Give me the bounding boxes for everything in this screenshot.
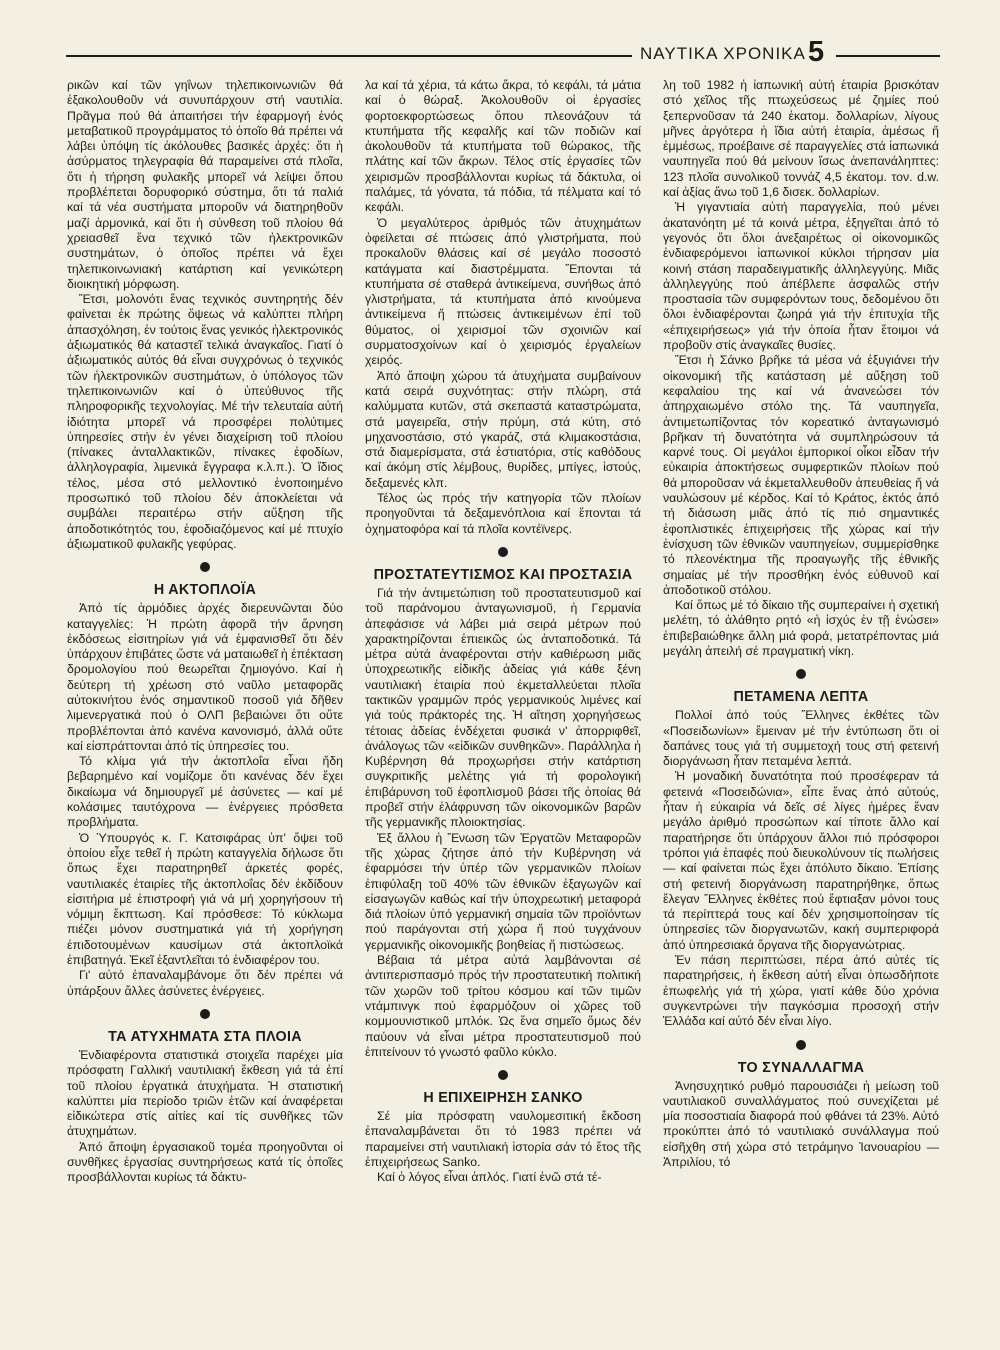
heading-sanko: Η ΕΠΙΧΕΙΡΗΣΗ ΣΑΝΚΟ <box>423 1090 583 1107</box>
page-header <box>0 36 1000 72</box>
paragraph: Ὁ Ὑπουργός κ. Γ. Κατσιφάρας ὑπ' ὄψει τοῦ ὁποίου εἶχε τεθεῖ ἡ πρώτη καταγγελία δήλωσε ὅτι ὅπως ἔχει παρατηρηθεῖ ἀρκετές φορές, ναυτιλιακές ἑταιρίες τῆς ἀκτοπλοΐας δέν ἐκδίδουν εἰσιτήρια μέ ἐπιστροφή γιά νά μή χορηγήσουν τή νόμιμη ἔκπτωση. Καί πρόσθεσε: Τό κύκλωμα πιέζει μόνον συστηματικά γιά τή χορήγηση ἐπιδοτουμένων καυσίμων στά ἀκτοπλοϊκά ἐπιβατηγά. Ἐκεῖ ἐξαντλεῖται τό ἐνδιαφέρον του. <box>67 830 343 968</box>
paragraph: Ἔτσι, μολονότι ἕνας τεχνικός συντηρητής δέν φαίνεται ἐκ πρώτης ὄψεως νά καλύπτει πλήρη ἀπασχόληση, ἐν τούτοις ἕνας γενικός ἠλεκτρονικός ἀξιωματικός θά καταστεῖ τελικά ἀναγκαῖος. Γιατί ὁ ἀξιωματικός αὐτός θά εἶναι συγχρόνως ὁ τεχνικός τῶν ἠλεκτρονικῶν συστημάτων, ὁ ὑπόλογος τῶν τηλεπικοινωνιῶν καί ὁ ὑπεύθυνος τῆς πληροφορικῆς τεχνολογίας. Μέ τήν τελευταία αὐτή ἰδιότητα μπορεῖ νά προσφέρει πολύτιμες ὑπηρεσίες στήν ἐν γένει διαχείριση τοῦ πλοίου (πίνακες ἀνταλλακτικῶν, πίνακες ἐφοδίων, ἀλληλογραφία, λιμενικά ἔγγραφα κ.λ.π.). Ὁ ἴδιος τέλος, μέσα στό μελλοντικό ἑνοποιημένο προσωπικό τοῦ πλοίου δέν ἀποκλείεται νά συμβάλει περαιτέρω στήν αὔξηση τῆς ἀποδοτικότητός του, ἐφοδιαζόμενος καί μέ πτυχίο ἀξιωματικοῦ φυλακῆς γεφύρας. <box>67 292 343 551</box>
paragraph: λη τοῦ 1982 ἡ ἰαπωνική αὐτή ἑταιρία βρισκόταν στό χεῖλος τῆς πτωχεύσεως μέ ζημίες πού ξεπερνοῦσαν τά 240 ἑκατομ. δολλαρίων, λίγους μῆνες ἀργότερα ἡ ἴδια αὐτή ἑταιρία, ἀμέσως ἤ ἐμμέσως, προέβαινε σέ παραγγελίες στά ἰαπωνικά ναυπηγεῖα πού θά μείνουν ἴσως ἀνεπανάληπτες: 123 πλοῖα συνολικοῦ τοννάζ 4,5 ἑκατομ. τον. d.w. καί ἀξίας ἄνω τοῦ 1,6 δισεκ. δολλαρίων. <box>663 78 939 200</box>
section-bullet <box>796 1040 806 1050</box>
paragraph: Ἡ μοναδική δυνατότητα πού προσέφεραν τά φετεινά «Ποσειδώνια», εἶπε ἕνας ἀπό αὐτούς, ἦταν ἡ εὐκαιρία νά δεῖς σέ λίγες ἡμέρες ἕναν μεγάλο ἀριθμό προσώπων καί τίποτε ἄλλο καί παρατήρησε ὅτι ὑπάρχουν ἄλλοι πιό πρόσφοροι τρόποι γιά ἐπαφές πού διευκολύνουν τίς πωλήσεις — καί φαίνεται πώς ἔχει ἀπόλυτο δίκαιο. Ἐπίσης στή φετεινή διοργάνωση παρατηρήθηκε, ὅπως ἔλεγαν Ἕλληνες ἐκθέτες πού ἔφτιαξαν μόνοι τους τά περίπτερά τους καί δέν χρησιμοποίησαν τίς ὑπηρεσίες τῶν διοργανωτῶν, κακή συμπεριφορά ἀπό ὑπηρεσιακά ὄργανα τῆς διοργανώτριας. <box>663 769 939 952</box>
heading-atyximata: ΤΑ ΑΤΥΧΗΜΑΤΑ ΣΤΑ ΠΛΟΙΑ <box>108 1028 302 1045</box>
paragraph: Τό κλίμα γιά τήν ἀκτοπλοΐα εἶναι ἤδη βεβαρημένο καί νομίζομε ὅτι κανένας δέν ἔχει δικαίωμα νά δημιουργεῖ μέ ἀσύνετες — καί μέ κολάσιμες ταυτόχρονα — ἐνέργειες πρόσθετα προβλήματα. <box>67 754 343 830</box>
paragraph: Τέλος ὡς πρός τήν κατηγορία τῶν πλοίων προηγοῦνται τά δεξαμενόπλοια καί ἕπονται τά ὀχηματοφόρα καί τά πλοῖα κοντέϊνερς. <box>365 491 641 536</box>
header-rule-right <box>836 55 940 57</box>
section-bullet <box>796 669 806 679</box>
paragraph: Ἀνησυχητικό ρυθμό παρουσιάζει ἡ μείωση τοῦ ναυτιλιακοῦ συναλλάγματος πού συνεχίζεται μέ μία ποσοστιαία διαφορά πού φθάνει τά 23%. Αὐτό προκύπτει ἀπό τό ναυτιλιακό συνάλλαγμα πού εἰσῆχθη στή χώρα στό τετράμηνο Ἰανουαρίου — Ἀπριλίου, τό <box>663 1078 939 1169</box>
paragraph: Ἐνδιαφέροντα στατιστικά στοιχεῖα παρέχει μία πρόσφατη Γαλλική ναυτιλιακή ἔκθεση γιά τά ἐπί τοῦ πλοίου ἐργατικά ἀτυχήματα. Ἡ στατιστική καλύπτει μία περίοδο τριῶν ἐτῶν καί ἀναφέρεται εἰδικώτερα στίς αἰτίες καί τίς συνθῆκες τῶν ἀτυχημάτων. <box>67 1047 343 1139</box>
section-bullet <box>200 1009 210 1019</box>
paragraph: Καί ὁ λόγος εἶναι ἁπλός. Γιατί ἐνῶ στά τέ- <box>377 1170 602 1185</box>
paragraph: Ἀπό τίς ἁρμόδιες ἀρχές διερευνῶνται δύο καταγγελίες: Ἡ πρώτη ἀφορᾶ τήν ἄρνηση ἐκδόσεως εἰσιτηρίων γιά νά ἐμφανισθεῖ ὅτι δέν ὑπάρχουν ἐπιβάτες ὥστε νά ματαιωθεῖ ἡ ἐπέκταση δρομολογίου πού θεωρεῖται ζημιογόνο. Καί ἡ δεύτερη τή χρέωση στό ναῦλο μεταφορᾶς αὐτοκινήτου ἑνός σημαντικοῦ ποσοῦ γιά δῆθεν λιμενεργατικά πού ὁ ΟΛΠ βεβαιώνει ὅτι οὔτε προβλέπονται ἀπό κανένα κανονισμό, ἀλλά οὔτε καί εἰσπράττονται ἀπό τίς ὑπηρεσίες του. <box>67 601 343 753</box>
paragraph: Σέ μία πρόσφατη ναυλομεσιτική ἔκδοση ἐπαναλαμβάνεται ὅτι τό 1983 πρέπει νά παραμείνει στή ναυτιλιακή ἱστορία σάν τό ἔτος τῆς ἐπιχειρήσεως Sanko. <box>365 1109 641 1169</box>
heading-aktoploia: Η ΑΚΤΟΠΛΟΪΑ <box>153 582 257 599</box>
paragraph: Ἐξ ἄλλου ἡ Ἕνωση τῶν Ἐργατῶν Μεταφορῶν τῆς χώρας ζήτησε ἀπό τήν Κυβέρνηση νά ἐφαρμόσει τήν ὑπέρ τῶν γερμανικῶν πλοίων ἐπιφύλαξη τοῦ 40% τῶν ἐθνικῶν ἐξαγωγῶν καί εἰσαγωγῶν καθώς καί τήν ὑποχρεωτική μεταφορά διά πλοίων ὑπό γερμανική σημαία τῶν προϊόντων πού παράγονται στή χώρα ἤ πού τυγχάνουν γερμανικῆς οἰκονομικῆς βοηθείας ἤ πιστώσεως. <box>365 830 641 952</box>
paragraph: Ἀπό ἄποψη χώρου τά ἀτυχήματα συμβαίνουν κατά σειρά συχνότητας: στήν πλώρη, στά καλύμματα κυτῶν, στά σκεπαστά καταστρώματα, στά μαγειρεῖα, στήν πρύμη, στά κύτη, στό μηχανοστάσιο, στό γκαράζ, στά κλιμακοστάσια, στά διαμερίσματα, στά ἑστιατόρια, στίς καθόδους καί ἀκόμη στίς λέμβους, θυρίδες, μπίγες, ἱστούς, δεξαμενές κλπ. <box>365 368 641 490</box>
paragraph: Πολλοί ἀπό τούς Ἕλληνες ἐκθέτες τῶν «Ποσειδωνίων» ἔμειναν μέ τήν ἐντύπωση ὅτι οἱ δαπάνες τους γιά τή συμμετοχή τους στή φετεινή διοργάνωση ἦταν πεταμένα λεπτά. <box>663 708 939 769</box>
paragraph: Ὁ μεγαλύτερος ἀριθμός τῶν ἀτυχημάτων ὀφείλεται σέ πτώσεις ἀπό γλιστρήματα, πού προκαλοῦν θλάσεις καί σέ μεγάλο ποσοστό κατάγματα καί διαστρέμματα. Ἕπονται τά κτυπήματα σέ σταθερά ἀντικείμενα, συνήθως ἀπό γλιστρήματα, τά κτυπήματα ἀπό κινούμενα ἀντικείμενα ἤ πτώσεις ἀντικειμένων ἐπί τοῦ θύματος, οἱ χειρισμοί τῶν σχοινιῶν καί συρματοσχοίνων καί ὁ χειρισμός ἐργαλείων χειρός. <box>365 215 641 368</box>
paragraph: Ἔτσι ἡ Σάνκο βρῆκε τά μέσα νά ἐξυγιάνει τήν οἰκονομική τῆς κατάσταση μέ αὔξηση τοῦ κεφαλαίου της καί νά ἀνανεώσει τόν ἀπηρχαιωμένο στόλο της. Τά ναυπηγεῖα, ἀντιμετωπίζοντας τόν κορεατικό ἀνταγωνισμό βρῆκαν τή δυνατότητα νά συμπληρώσουν τά καρνέ τους. Οἱ μεγάλοι ἐμπορικοί οἶκοι εἶδαν τήν εὐκαιρία ἀποκτήσεως συμφερτικῶν πλοίων πού θά μποροῦσαν νά ἐκμεταλλευθοῦν ἀπευθείας ἤ νά ναυλώσουν μέ κέρδος. Καί τό Κράτος, ἐκτός ἀπό τή διάσωση μιᾶς ἀπό τίς πιό σημαντικές ἐφοπλιστικές ἐπιχειρήσεις τῆς χώρας καί τήν ἐνίσχυση τῶν ἐθνικῶν ναυπηγείων, συμμερίσθηκε τό πλεονέκτημα τῆς προαγωγῆς τῆς ἐθνικῆς σημαίας μέ τήν προσθήκη ἑνός εὐθυνοῦ καί ἀποδοτικοῦ στόλου. <box>663 353 939 597</box>
column-1 <box>67 78 343 1328</box>
column-3 <box>663 78 939 1328</box>
paragraph: Καί ὅπως μέ τό δίκαιο τῆς συμπεραίνει ἡ σχετική μελέτη, τό ἀλάθητο ρητό «ἡ ἰσχύς ἐν τῇ ἑνώσει» ἐπιβεβαιώθηκε ἄλλη μιά φορά, μετατρέποντας μιά μεγάλη ἀπειλή σέ πραγματική νίκη. <box>663 598 939 658</box>
section-bullet <box>200 562 210 572</box>
paragraph: ρικῶν καί τῶν γηΐνων τηλεπικοινωνιῶν θά ἐξακολουθοῦν νά συνυπάρχουν στή ναυτιλία. Πρᾶγμα πού θά ἀπαιτήσει τήν ἐφαρμογή ἑνός μεταβατικοῦ προγράμματος τό ὁποῖο θά πρέπει νά λάβει ὑπόψη τίς ἀκόλουθες βασικές ἀρχές: ὅτι ἡ ἀσύρματος τηλεγραφία θά παραμείνει στά πλοῖα, ὅτι ἡ τήρηση φυλακῆς μπορεῖ νά λείψει ὅπου προβλέπεται δορυφορικό σύστημα, ὅτι τά παλιά καί τά νέα συστήματα μποροῦν νά διατηρηθοῦν μαζί ἁρμονικά, καί ὅτι ἡ σύνθεση τοῦ πλοίου θά χρειασθεῖ ἕνα τεχνικό τῶν ἠλεκτρονικῶν συστημάτων, ὁ ὁποῖος πρέπει νά ἔχει τηλεπικοινωνιακή κατάρτιση καί γενικώτερη διοικητική μόρφωση. <box>67 78 343 291</box>
paragraph: Ἐν πάση περιπτώσει, πέρα ἀπό αὐτές τίς παρατηρήσεις, ἡ ἔκθεση αὐτή εἶναι ὁπωσδήποτε ἐπωφελής γιά τή χώρα, γιατί κάθε δύο χρόνια συγκεντρώνει τήν παγκόσμια προσοχή στήν Ἑλλάδα καί αὐτό δέν εἶναι λίγο. <box>663 953 939 1029</box>
heading-prostateftismos: ΠΡΟΣΤΑΤΕΥΤΙΣΜΟΣ ΚΑΙ ΠΡΟΣΤΑΣΙΑ <box>373 566 633 583</box>
paragraph: Γι' αὐτό ἐπαναλαμβάνομε ὅτι δέν πρέπει νά ὑπάρξουν ἄλλες ἀσύνετες ἐνέργειες. <box>67 968 343 998</box>
section-bullet <box>498 547 508 557</box>
section-bullet <box>498 1070 508 1080</box>
column-2 <box>365 78 641 1328</box>
paragraph: Βέβαια τά μέτρα αὐτά λαμβάνονται σέ ἀντιπερισπασμό πρός τήν προστατευτική πολιτική τῶν χωρῶν τοῦ τρίτου κόσμου καί τῶν τιμῶν ντάμπινγκ πού ἐφαρμόζουν οἱ χῶρες τοῦ κομμουνιστικοῦ μπλόκ. Ὡς ἕνα σημεῖο ὅμως δέν παύουν νά εἶναι μέτρα προστατευτισμοῦ πού ἐπιτείνουν τό γνωστό φαῦλο κύκλο. <box>365 953 641 1059</box>
heading-synallagma: ΤΟ ΣΥΝΑΛΛΑΓΜΑ <box>737 1059 865 1076</box>
header-rule-left <box>66 55 632 57</box>
paragraph: Ἀπό ἄποψη ἐργασιακοῦ τομέα προηγοῦνται οἱ συνθῆκες ἐργασίας συντηρήσεως κατά τίς ὁποῖες προσβάλλονται κυρίως τά δάκτυ- <box>67 1139 343 1185</box>
heading-petamena-lepta: ΠΕΤΑΜΕΝΑ ΛΕΠΤΑ <box>733 689 869 706</box>
publication-title: ΝΑΥΤΙΚΑ ΧΡΟΝΙΚΑ <box>640 44 806 63</box>
paragraph: Γιά τήν ἀντιμετώπιση τοῦ προστατευτισμοῦ καί τοῦ παράνομου ἀνταγωνισμοῦ, ἡ Γερμανία ἀπεφάσισε νά λάβει μιά σειρά μέτρων πού χαρακτηρίζονται ἐπιεικῶς ὡς ἀνταποδοτικά. Τά μέτρα αὐτά ἀναφέρονται στήν καθιέρωση μιᾶς ὑποχρεωτικῆς εἰδικῆς ἀδείας γιά κάθε ξένη ναυτιλιακή ἑταιρία πού ἐκμεταλλεύεται πλοῖα τακτικῶν γραμμῶν πρός γερμανικούς λιμένες καί γιά τούς πράκτορές της. Ἡ αἴτηση χορηγήσεως τέτοιας ἀδείας ἐνδέχεται φυσικά ν' ἀπορριφθεῖ, ἀνάλογως τῶν «εἰδικῶν συνθηκῶν». Παράλληλα ἡ Κυβέρνηση θά προχωρήσει στήν κατάρτιση συγκριτικῆς μελέτης γιά τή φορολογική ἐπιβάρυνση τοῦ ἐφοπλισμοῦ βάσει τῆς ὁποίας θά προβεῖ στήν ἐλάφρυνση τῶν οἰκονομικῶν βαρῶν τῆς γερμανικῆς πλοιοκτησίας. <box>365 585 641 830</box>
page-number: 5 <box>808 36 825 68</box>
paragraph: Ἡ γιγαντιαία αὐτή παραγγελία, πού μένει ἀκατανόητη μέ τά κοινά μέτρα, ἐξηγεῖται ἀπό τό γεγονός ὅτι ὅλοι ἀνεξαιρέτως οἱ οἰκονομικῶς ἐνδιαφερόμενοι ἰαπωνικοί κύκλοι τήρησαν μία κοινή στάση παραδειγματικῆς ἀλληλεγγύης. Μιᾶς ἀλληλεγγύης πού ἀπέβλεπε ἀσφαλῶς στήν προστασία τῶν συμφερόντων τους, δεδομένου ὅτι ὅλοι ἐνδιαφέρονται ζωηρά γιά τήν ἐπιτυχία τῆς «ἐπιχειρήσεως» γιά τήν ὁποία ἦταν ἕτοιμοι νά προβοῦν στίς ἀναγκαῖες θυσίες. <box>663 200 939 353</box>
paragraph: λα καί τά χέρια, τά κάτω ἄκρα, τό κεφάλι, τά μάτια καί ὁ θώραξ. Ἀκολουθοῦν οἱ ἐργασίες φορτοεκφορτώσεως ὅπου πλεονάζουν τά κτυπήματα τῆς κεφαλῆς καί τῶν ποδιῶν καί ἀκολουθοῦν τά κτυπήματα τοῦ θώρακος, τῆς πλάτης καί τῶν ἄκρων. Τέλος στίς ἐργασίες τῶν χειρισμῶν προσβάλλονται κυρίως τά δάκτυλα, οἱ παλάμες, τά γόνατα, τά πόδια, τά πέλματα καί τό κεφάλι. <box>365 78 641 215</box>
